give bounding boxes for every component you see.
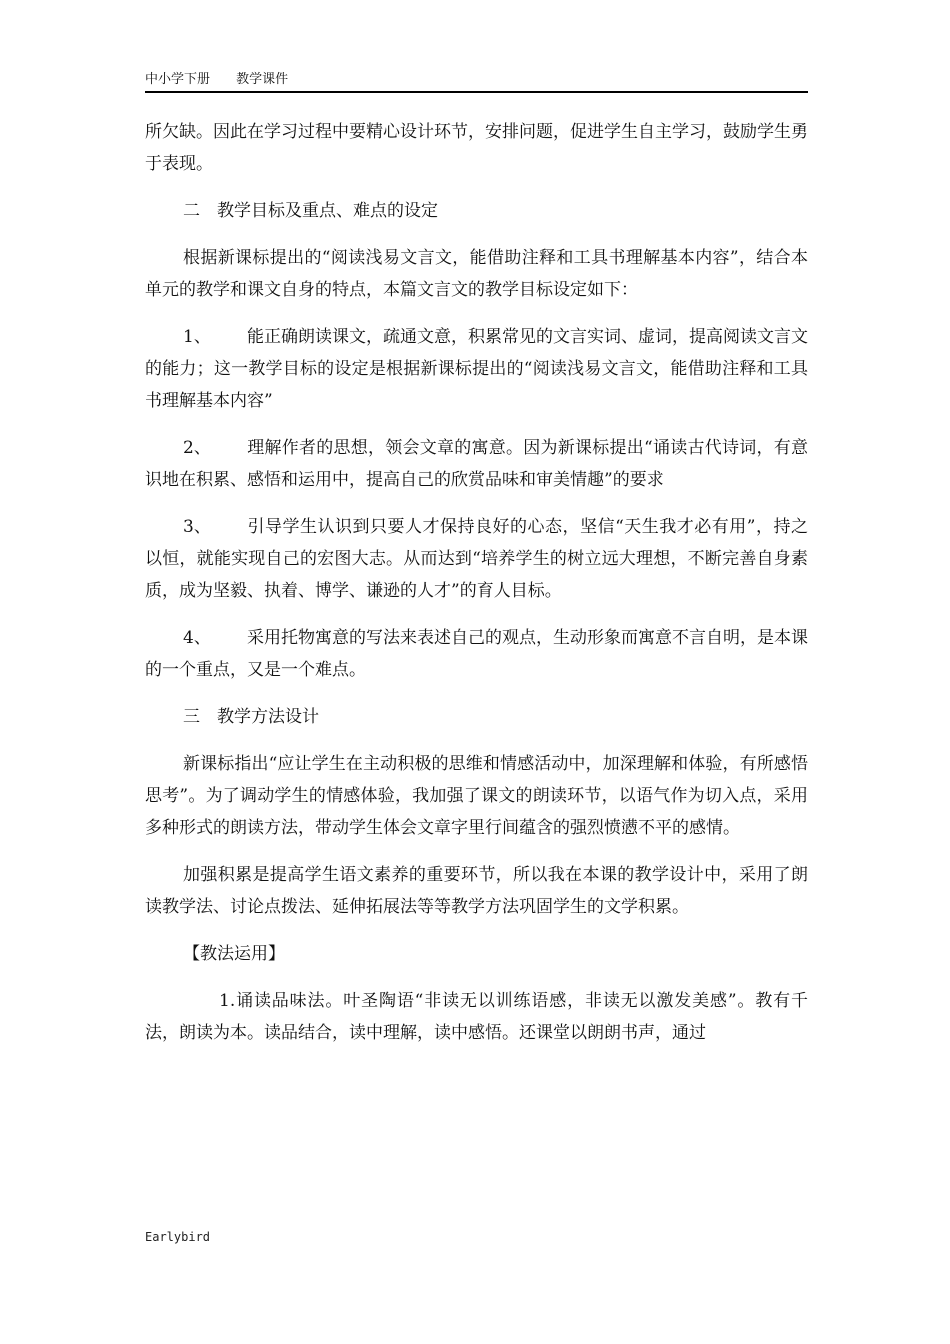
page-header — [145, 72, 808, 91]
header-rule — [145, 91, 808, 93]
list-number-4: 4、 — [183, 628, 211, 648]
list-number-1: 1、 — [183, 327, 211, 347]
header-right: 教学课件 — [236, 72, 289, 87]
list-item-3 — [145, 511, 808, 607]
header-left: 中小学下册 — [145, 72, 211, 87]
document-body — [145, 116, 808, 1049]
list-text-4: 采用托物寓意的写法来表述自己的观点，生动形象而寓意不言自明，是本课的一个重点，又是一个难点。 — [145, 628, 808, 680]
list-number-2: 2、 — [183, 438, 211, 458]
list-text-1: 能正确朗读课文，疏通文意，积累常见的文言实词、虚词，提高阅读文言文的能力；这一教学目标的设定是根据新课标提出的“阅读浅易文言文，能借助注释和工具书理解基本内容” — [145, 327, 808, 411]
list-item-4 — [145, 622, 808, 686]
paragraph-accumulation: 加强积累是提高学生语文素养的重要环节，所以我在本课的教学设计中，采用了朗读教学法、讨论点拨法、延伸拓展法等等教学方法巩固学生的文学积累。 — [145, 865, 808, 917]
paragraph-continuation: 所欠缺。因此在学习过程中要精心设计环节，安排问题，促进学生自主学习，鼓励学生勇于表现。 — [145, 122, 808, 174]
paragraph-reading-method: 1.诵读品味法。叶圣陶语“非读无以训练语感，非读无以激发美感”。教有千法，朗读为本。读品结合，读中理解，读中感悟。还课堂以朗朗书声，通过 — [145, 991, 808, 1043]
paragraph-goals-intro: 根据新课标提出的“阅读浅易文言文，能借助注释和工具书理解基本内容”，结合本单元的教学和课文自身的特点，本篇文言文的教学目标设定如下： — [145, 248, 808, 300]
paragraph-methods: 新课标指出“应让学生在主动积极的思维和情感活动中，加深理解和体验，有所感悟思考”。为了调动学生的情感体验，我加强了课文的朗读环节，以语气作为切入点，采用多种形式的朗读方法，带动学生体会文章字里行间蕴含的强烈愤懑不平的感情。 — [145, 754, 808, 838]
page-footer: Earlybird — [145, 1230, 211, 1244]
list-text-2: 理解作者的思想，领会文章的寓意。因为新课标提出“诵读古代诗词，有意识地在积累、感悟和运用中，提高自己的欣赏品味和审美情趣”的要求 — [145, 438, 808, 490]
section-heading-2: 二 教学目标及重点、难点的设定 — [183, 201, 438, 221]
list-item-1 — [145, 321, 808, 417]
list-text-3: 引导学生认识到只要人才保持良好的心态，坚信“天生我才必有用”，持之以恒，就能实现自己的宏图大志。从而达到“培养学生的树立远大理想，不断完善自身素质，成为坚毅、执着、博学、谦逊的人才”的育人目标。 — [145, 517, 808, 601]
list-number-3: 3、 — [183, 517, 211, 537]
section-heading-methods-use: 【教法运用】 — [183, 944, 285, 964]
section-heading-3: 三 教学方法设计 — [183, 707, 319, 727]
list-item-2 — [145, 432, 808, 496]
